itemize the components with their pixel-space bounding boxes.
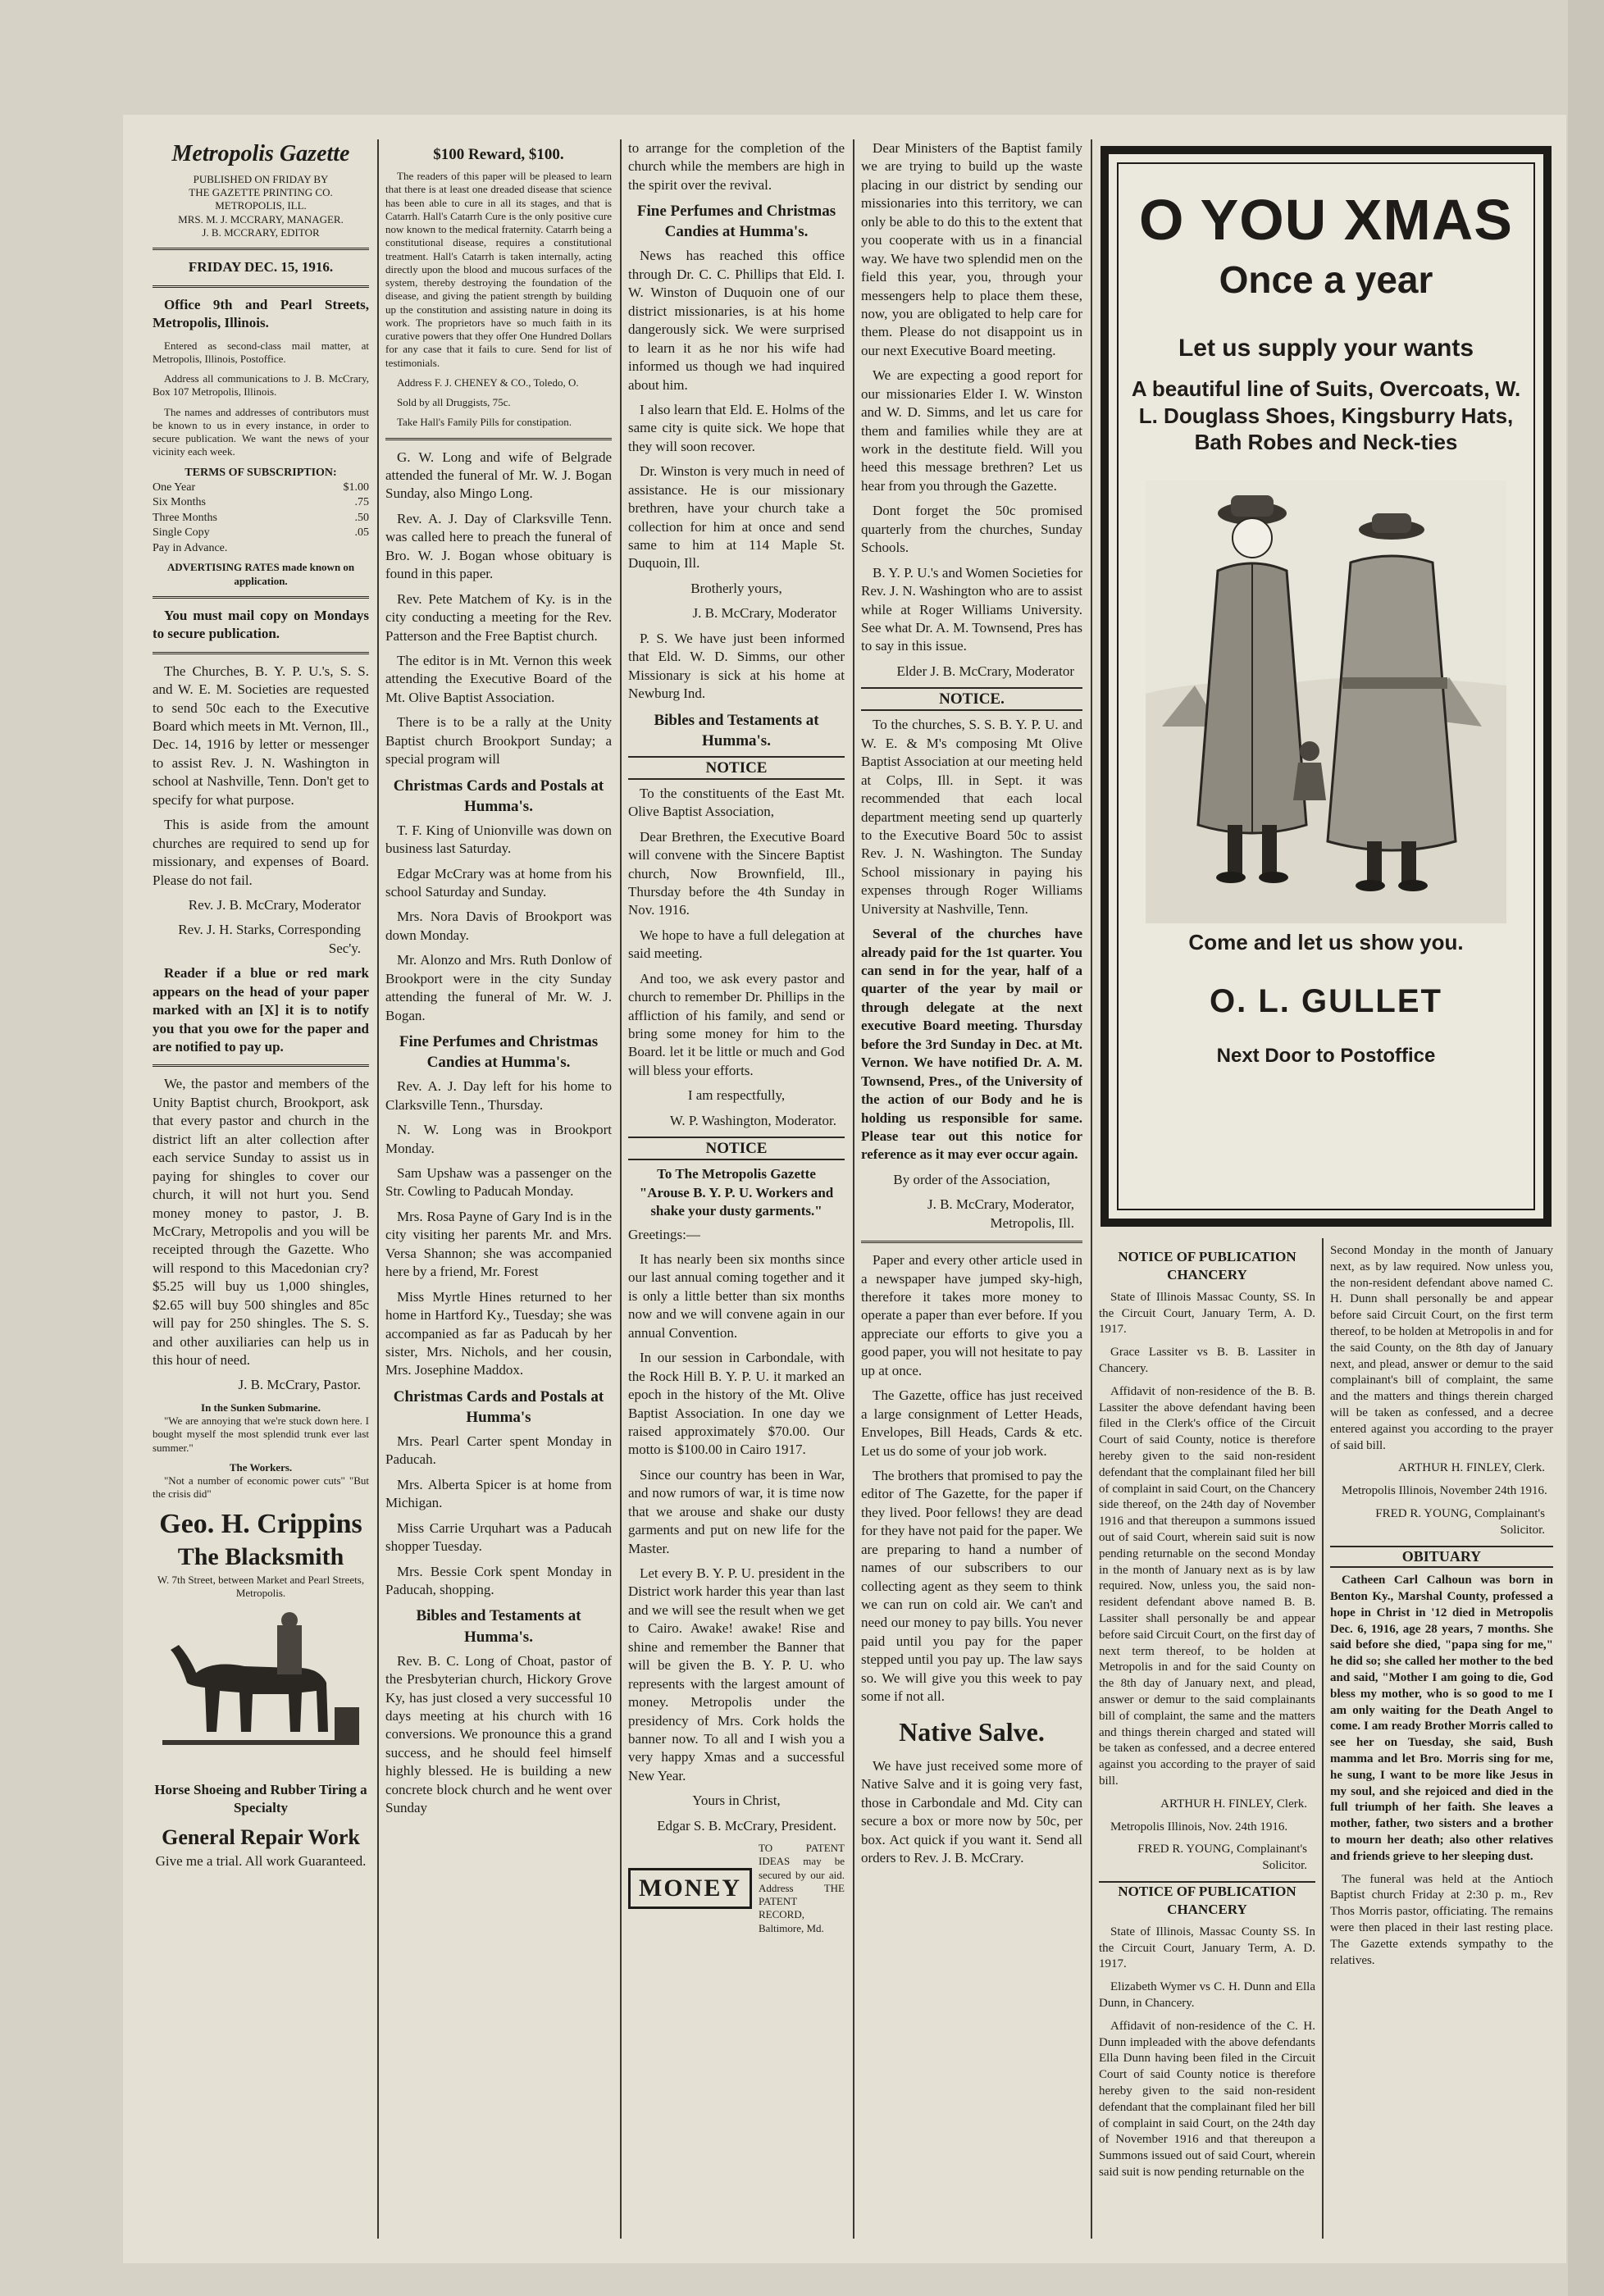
local-item: Mrs. Nora Davis of Brookport was down Monday. <box>385 909 612 943</box>
brothers-notice: The brothers that promised to pay the editor of The Gazette, for the paper if they lived. Poor fellows! they are dead for they have not paid for the paper. We are preparing to hand a number of names of our subscribers to our collecting agent as they seem to think we can run on cold air. We can't and need our money to pay bills. You never paid until you pay for the paper stepped until you pay up. The law says so. We will give you this week to pay some if not all. <box>861 1467 1082 1705</box>
letter-text: Since our country has been in War, and now rumors of war, it is time now that we arouse and shake our dusty garments and put on new life for the Master. <box>628 1466 845 1556</box>
local-item: Rev. Pete Matchem of Ky. is in the city conducting a meeting for the Rev. Patterson and the Free Baptist church. <box>385 590 612 644</box>
ad-description: A beautiful line of Suits, Overcoats, W. L. Douglass Shoes, Kingsburry Hats, Bath Robes and Neck-ties <box>1131 376 1521 454</box>
ad-supply: Let us supply your wants <box>1178 335 1474 362</box>
local-item: The editor is in Mt. Vernon this week attending the Executive Board of the Mt. Olive Baptist Association. <box>385 652 612 705</box>
local-item: G. W. Long and wife of Belgrade attended the funeral of Mr. W. J. Bogan Sunday, also Mingo Long. <box>385 449 612 502</box>
legal-text: State of Illinois Massac County, SS. In the Circuit Court, January Term, A. D. 1917. <box>1099 1290 1315 1337</box>
mail-copy-notice: You must mail copy on Mondays to secure publication. <box>153 607 369 642</box>
divider <box>153 1064 369 1067</box>
notice-to: To the constituents of the East Mt. Olive Baptist Association, <box>628 785 845 820</box>
ad-inner-border <box>1117 162 1535 1210</box>
divider <box>153 248 369 250</box>
publisher-line: METROPOLIS, ILL. <box>215 199 307 212</box>
ad-store-name: O. L. GULLET <box>1210 982 1442 1019</box>
signature: J. B. McCrary, Moderator <box>692 605 836 622</box>
local-item: Edgar McCrary was at home from his school Saturday and Sunday. <box>385 865 612 900</box>
legal-text: Affidavit of non-residence of the B. B. Lassiter the above defendant having been filed in the Clerk's office of the Circuit Court of said County, notice is therefore hereby given to the said non-resident defendant that the complainant filed her bill of complaint in said Court, on the Chancery side thereof, on the 24th day of November 1916 and that thereupon a summons issued out of said Court, wherein said suit is now pending returnable on the second Monday in the month of January next as is by law required. Now, unless you, the said non-resident defendant above named B. B. Lassiter shall personally be and appear before said Circuit Court, on the first day of next term thereof, to be holden at Metropolis in and for the said County on the 8th day of January next, and plead, answer or demur to the said complainants bill of complaint, the same and the matters and things therein charged and stated will be taken as confessed, and a decree entered against you according to the prayer of said bill. <box>1099 1384 1315 1788</box>
divider <box>153 596 369 599</box>
joke-text: "We are annoying that we're stuck down here. I bought myself the most splendid trunk ever last summer." <box>153 1414 369 1454</box>
local-item: Miss Carrie Urquhart was a Paducah shopper Tuesday. <box>385 1519 612 1555</box>
letter-text: Dear Ministers of the Baptist family we are trying to build up the waste placing in our district by sending our missionaries into this territory, we can only be able to do this to the extent that you cooperate with us in a financial way. We have two splendid men on the field this year, you, through your messengers help to place them these, now, you are obligated to help care for them. Please do not disappoint us in our next Executive Board meeting. <box>861 140 1082 358</box>
local-item: There is to be a rally at the Unity Baptist church Brookport Sunday; a special program will <box>385 714 612 768</box>
letter-headline: "Arouse B. Y. P. U. Workers and shake your dusty garments." <box>639 1184 834 1219</box>
signature: J. B. McCrary, Pastor. <box>238 1377 361 1393</box>
greeting: Greetings:— <box>628 1226 700 1242</box>
ad-subtitle: Once a year <box>1219 258 1433 301</box>
column-rule <box>853 139 854 2239</box>
news-item: P. S. We have just been informed that Eld. W. D. Simms, our other Missionary is sick at his home at Newburg Ind. <box>628 630 845 702</box>
letter-text: In our session in Carbondale, with the Rock Hill B. Y. P. U. it marked an epoch in the history of the Mt. Olive Baptist Association. In one day we raised approximately $70.00. Our motto is $100.00 in Cairo 1917. <box>628 1350 845 1458</box>
signature: Edgar S. B. McCrary, President. <box>657 1817 836 1834</box>
column-rule <box>377 139 379 2239</box>
terms-title: TERMS OF SUBSCRIPTION: <box>185 466 337 479</box>
terms-row: Three Months .50 <box>153 511 369 524</box>
gullet-ad <box>1100 146 1552 1227</box>
divider <box>153 652 369 654</box>
patent-ad <box>628 1842 845 1935</box>
notice-text: Dear Brethren, the Executive Board will convene with the Sincere Baptist church, Now Brownfield, Ill., Thursday before the 4th Sunday in Nov. 1916. <box>628 828 845 918</box>
signature: J. B. McCrary, Moderator, Metropolis, Ill. <box>927 1196 1074 1231</box>
closing: I am respectfully, <box>687 1087 786 1104</box>
churches-notice: The Churches, B. Y. P. U.'s, S. S. and W. E. M. Societies are requested to send 50c each to the Executive Board which meets in Mt. Vernon, Ill., Dec. 14, 1916 by letter or messenger to assist Rev. J. N. Washington in school at Nashville, Tenn. Don't get to specify for what purpose. <box>153 663 369 808</box>
closing: Brotherly yours, <box>690 580 782 596</box>
local-item: Sam Upshaw was a passenger on the Str. Cowling to Paducah Monday. <box>385 1165 612 1200</box>
obituary-heading: OBITUARY <box>1330 1546 1553 1569</box>
signature: Rev. J. H. Starks, Corresponding Sec'y. <box>178 922 361 956</box>
local-item: Rev. B. C. Long of Choat, pastor of the Presbyterian church, Hickory Grove Ky, has just closed a very successful 10 days meeting at his church with 16 conversions. We pronounce this a grand success, and he should feel himself highly blessed. He is building a new concrete block church and he went over Sunday <box>385 1652 612 1816</box>
unity-church-appeal: We, the pastor and members of the Unity Baptist church, Brookport, ask that every pastor and church in the district lift an alter collection after each service Sunday to assist us in paying for shingles to cover our church, it will not hurt you. Send money money to pastor, J. B. McCrary, Metropolis and you will be receipted through the Gazette. Who will respond to this Macedonian cry? $5.25 will buy us 1,000 shingles, $2.65 will buy 500 shingles and 85c will pay for 250 shingles. The S. S. and other auxiliaries can help us in this hour of need. <box>153 1076 369 1369</box>
local-item: Mr. Alonzo and Mrs. Ruth Donlow of Brookport were in the city Sunday attending the funeral of Mr. W. J. Bogan. <box>385 952 612 1023</box>
column-rule <box>620 139 622 2239</box>
legal-text: Elizabeth Wymer vs C. H. Dunn and Ella Dunn, in Chancery. <box>1099 1980 1315 2011</box>
legal-text: Affidavit of non-residence of the C. H. Dunn impleaded with the above defendants Ella Dunn having been filed in the Circuit Court of said County notice is therefore hereby given to the said non-resident defendant that the complainant filed her bill of complaint in said Court, on the 24th day of November 1916 and that thereupon a Summons issued out of said Court, wherein said suit is now pending returnable on the <box>1099 2019 1315 2179</box>
publisher-line: THE GAZETTE PRINTING CO. <box>189 186 333 199</box>
patent-text: TO PATENT IDEAS may be secured by our aid. Address THE PATENT RECORD, Baltimore, Md. <box>759 1842 845 1934</box>
legal-date: Metropolis Illinois, November 24th 1916. <box>1342 1484 1547 1498</box>
cards-heading: Christmas Cards and Postals at Humma's. <box>393 777 604 815</box>
notice-text: We hope to have a full delegation at said meeting. <box>628 927 845 962</box>
column-rule <box>1091 139 1092 2239</box>
terms-row: One Year $1.00 <box>153 481 369 494</box>
horse-shoeing-illustration <box>154 1609 367 1773</box>
reward-heading: $100 Reward, $100. <box>433 146 564 163</box>
paper-notice: Paper and every other article used in a newspaper have jumped sky-high, therefore it takes more money to operate a paper than ever before. If you appreciate our efforts to give you a good paper, you will not hesitate to pay up at once. <box>861 1252 1082 1378</box>
news-item: News has reached this office through Dr. C. C. Phillips that Eld. I. W. Winston of Duquoin one of our district missionaries, is at his home dangerously sick. We were surprised to learn it as he nor his wife had informed us though we had inquired about him. <box>628 248 845 393</box>
legal-text: State of Illinois, Massac County SS. In the Circuit Court, January Term, A. D. 1917. <box>1099 1925 1315 1971</box>
reward-text: The readers of this paper will be pleased to learn that there is at least one dreaded disease that science has been able to cure in all its stages, and that is Catarrh. Hall's Catarrh Cure is the only positive cure now known to the medical fraternity. Catarrh being a constitutional disease, requires a constitutional treatment. Hall's Catarrh is taken internally, acting directly upon the blood and mucous surfaces of the system, thereby destroying the foundation of the disease, and giving the patient strength by building up the constitution and assisting nature in doing its work. The proprietors have so much faith in its curative powers that they offer One Hundred Dollars for any case that it fails to cure. Send for list of testimonials. <box>385 170 612 369</box>
ad-repair: General Repair Work <box>162 1825 360 1850</box>
ad-location: Next Door to Postoffice <box>1216 1044 1436 1067</box>
entered-notice: Entered as second-class mail matter, at Metropolis, Illinois, Postoffice. <box>153 339 369 365</box>
signature: FRED R. YOUNG, Complainant's Solicitor. <box>1375 1506 1545 1537</box>
local-item: N. W. Long was in Brookport Monday. <box>385 1122 612 1156</box>
perfumes-heading: Fine Perfumes and Christmas Candies at Humma's. <box>399 1033 599 1072</box>
ad-address: W. 7th Street, between Market and Pearl Streets, Metropolis. <box>157 1574 365 1600</box>
joke-heading: In the Sunken Submarine. <box>201 1401 321 1414</box>
closing: By order of the Association, <box>893 1171 1050 1187</box>
column-3 <box>628 139 845 2239</box>
notice-heading: NOTICE. <box>861 687 1082 711</box>
legal-date: Metropolis Illinois, Nov. 24th 1916. <box>1110 1820 1288 1834</box>
signature: Elder J. B. McCrary, Moderator <box>896 663 1074 679</box>
publisher-line: MRS. M. J. MCCRARY, MANAGER. <box>178 212 344 226</box>
bibles-heading: Bibles and Testaments at Humma's. <box>416 1607 581 1646</box>
terms-row: Pay in Advance. <box>153 541 228 554</box>
signature: ARTHUR H. FINLEY, Clerk. <box>1160 1797 1307 1811</box>
address-notice: Address all communications to J. B. McCrary, Box 107 Metropolis, Illinois. <box>153 372 369 399</box>
aside-notice: This is aside from the amount churches are required to send up for missionary, and expenses of Board. Please do not fail. <box>153 817 369 888</box>
column-6 <box>1330 1243 1553 2235</box>
reward-sold: Sold by all Druggists, 75c. <box>397 396 511 409</box>
reader-notice: Reader if a blue or red mark appears on the head of your paper marked with an [X] it is to notify you that you owe for the paper and are notified to pay up. <box>153 965 369 1055</box>
ad-shoeing: Horse Shoeing and Rubber Tiring a Specialty <box>154 1781 367 1815</box>
signature: Rev. J. B. McCrary, Moderator <box>188 896 361 913</box>
perfumes-heading: Fine Perfumes and Christmas Candies at Humma's. <box>636 203 836 241</box>
notice-text: Several of the churches have already paid for the 1st quarter. You can send in for the year, half of a quarter of the year by mail or through delegate at the next executive Board meeting. Thursday before the 3rd Sunday in Dec. at Mt. Vernon. We have notified Dr. A. M. Townsend, Pres., of the University of the action of our Body and he is holding us responsible for same. Please tear out this notice for reference as it may ever occur again. <box>861 926 1082 1163</box>
ad-title: O YOU XMAS <box>1138 188 1513 252</box>
terms-table <box>153 481 369 556</box>
news-item: Dr. Winston is very much in need of assistance. He is our missionary brethren, have your church take a collection for him at once and send same to him at 114 Maple St. Duquoin, Ill. <box>628 463 845 572</box>
legal-text: Second Monday in the month of January next, as by law required. Now unless you, the non-resident defendant above named C. H. Dunn shall personally be and appear before said Circuit Court, on the first term thereof, to be holden at Metropolis in and for the said County, on the 8th day of January next, and plead, answer or demur to the said complainant's bill of complaint, the same and the matters and things therein charged will be taken as confessed, and a decree entered against you according to the prayer of said bill. <box>1330 1244 1553 1452</box>
masthead: Metropolis Gazette <box>171 141 350 166</box>
column-2 <box>385 139 612 2239</box>
news-item: I also learn that Eld. E. Holms of the same city is quite sick. We hope that they will soon recover. <box>628 401 845 454</box>
publisher-line: J. B. MCCRARY, EDITOR <box>202 226 320 239</box>
signature: ARTHUR H. FINLEY, Clerk. <box>1398 1461 1545 1475</box>
letter-address: To The Metropolis Gazette <box>657 1166 816 1182</box>
letter-text: It has nearly been six months since our last annual coming together and it is only a little better than six months now and we will convene again in our annual Convention. <box>628 1251 845 1341</box>
ad-trial: Give me a trial. All work Guaranteed. <box>155 1852 367 1869</box>
contributors-notice: The names and addresses of contributors must be known to us in every instance, in order to secure publication. We want the news of your vicinity each week. <box>153 405 369 458</box>
divider <box>385 438 612 440</box>
local-item: Rev. A. J. Day left for his home to Clarksville Tenn., Thursday. <box>385 1078 612 1113</box>
money-word: MONEY <box>628 1868 752 1909</box>
divider <box>861 1241 1082 1243</box>
local-item: Mrs. Alberta Spicer is at home from Michigan. <box>385 1476 612 1511</box>
letter-text: Dont forget the 50c promised quarterly from the churches, Sunday Schools. <box>861 503 1082 556</box>
closing: Yours in Christ, <box>692 1793 781 1809</box>
joke-heading: The Workers. <box>229 1460 293 1474</box>
column-4 <box>861 139 1082 2239</box>
reward-pills: Take Hall's Family Pills for constipation. <box>397 416 572 429</box>
column-5 <box>1099 1243 1315 2235</box>
signature: W. P. Washington, Moderator. <box>669 1112 836 1128</box>
local-item: Mrs. Pearl Carter spent Monday in Paducah. <box>385 1433 612 1468</box>
notice-text: And too, we ask every pastor and church to remember Dr. Phillips in the affliction of his family, and send or bring some money for him to the Board. let it be little or much and God will bless your efforts. <box>628 970 845 1078</box>
funeral-text: The funeral was held at the Antioch Baptist church Friday at 2:30 p. m., Rev Thos Morris pastor, officiating. The remains were then placed in their last resting place. The Gazette extends sympathy to the relatives. <box>1330 1872 1553 1967</box>
divider <box>153 285 369 288</box>
cards-heading: Christmas Cards and Postals at Humma's <box>393 1387 604 1426</box>
local-item: Mrs. Bessie Cork spent Monday in Paducah, shopping. <box>385 1563 612 1598</box>
letter-text: B. Y. P. U.'s and Women Societies for Rev. J. N. Washington who are to assist while at Roger Williams University. See what Dr. A. M. Townsend, Pres has to say in this issue. <box>861 564 1082 654</box>
publication-notice-heading: NOTICE OF PUBLICATION CHANCERY <box>1118 1249 1296 1283</box>
issue-date: FRIDAY DEC. 15, 1916. <box>188 259 334 276</box>
letter-text: We are expecting a good report for our missionaries Elder I. W. Winston and W. D. Simms, and let us care for them and families while they are at work in the destitute field. Will you heed this message brethren? Let us hear from you through the Gazette. <box>861 367 1082 494</box>
obituary-text: Catheen Carl Calhoun was born in Benton Ky., Marshal County, professed a hope in Christ in '12 died in Metropolis Dec. 6, 1916, age 28 years, 7 months. She said before she died, "papa sing for me," he did so; she called her mother to the bed and said, "Mother I am going to die, God bless my mother, who is so good to me I am only waiting for the Death Angel to come. I am ready Brother Morris called to see her on Tuesday, she said, Bush mamma and let Bro. Morris sing for me, he sung, I want to be more like Jesus in my soul, and she rejoiced and died in the full triumph of her faith. She leaves a mother, father, two sisters and a brother to mourn her death; also other relatives and friends grieve to her sleeping dust. <box>1330 1574 1553 1863</box>
notice-text: To the churches, S. S. B. Y. P. U. and W. E. & M's composing Mt Olive Baptist Association at our meeting held at Colps, Ill. in Sept. it was recommended that each local department meeting send up quarterly to the Executive Board 50c to assist Rev. J. N. Washington. The Sunday School missionary in paying his expenses through Roger Williams University at Nashville, Tenn. <box>861 717 1082 917</box>
gazette-notice: The Gazette, office has just received a large consignment of Letter Heads, Envelopes, Bill Heads, Cards & etc. Let us do some of your job work. <box>861 1387 1082 1459</box>
office-address: Office 9th and Pearl Streets, Metropolis, Illinois. <box>153 296 369 331</box>
local-item: Miss Myrtle Hines returned to her home in Hartford Ky., Tuesday; she was accompanied as far as Paducah by her sister, Mrs. Nichols, and her cousin, Mrs. Josephine Maddox. <box>385 1288 612 1378</box>
publication-notice-heading: NOTICE OF PUBLICATION CHANCERY <box>1099 1881 1315 1920</box>
terms-row: Six Months .75 <box>153 496 369 509</box>
reward-address: Address F. J. CHENEY & CO., Toledo, O. <box>397 376 579 389</box>
notice-heading: NOTICE <box>628 1137 845 1160</box>
crippins-ad <box>153 1508 369 1871</box>
continued-text: to arrange for the completion of the church while the members are high in the spirit over the revival. <box>628 140 845 193</box>
publisher-line: PUBLISHED ON FRIDAY BY <box>193 172 329 185</box>
bibles-heading: Bibles and Testaments at Humma's. <box>654 711 819 749</box>
column-1 <box>153 139 369 2239</box>
letter-text: Let every B. Y. P. U. president in the District work harder this year than last and we will see the result when we get to Cairo. Awake! awake! Rise and shine and remember the Banner that will be given the B. Y. P. U. who represents with the largest amount of money. Metropolis under the presidency of Mrs. Cork holds the banner now. To all and I wish you a very happy Xmas and a successful New Year. <box>628 1565 845 1784</box>
ad-come: Come and let us show you. <box>1188 929 1464 954</box>
page-edge <box>1568 0 1604 2296</box>
legal-text: Grace Lassiter vs B. B. Lassiter in Chancery. <box>1099 1346 1315 1376</box>
native-salve-heading: Native Salve. <box>899 1716 1045 1747</box>
native-salve-text: We have just received some more of Native Salve and it is going very fast, those in Carbondale and Md. City can secure a box or more now by 50c, per box. Act quick if you want it. Send all orders to Rev. J. B. McCrary. <box>861 1757 1082 1866</box>
local-item: Mrs. Rosa Payne of Gary Ind is in the city visiting her parents Mr. and Mrs. Versa Shannon; she was accompanied here by a friend, Mr. Forest <box>385 1208 612 1280</box>
ad-trade: The Blacksmith <box>177 1543 344 1571</box>
joke-text: "Not a number of economic power cuts" "But the crisis did" <box>153 1474 369 1501</box>
signature: FRED R. YOUNG, Complainant's Solicitor. <box>1137 1843 1307 1873</box>
column-rule <box>1322 1238 1324 2239</box>
terms-row: Single Copy .05 <box>153 526 369 540</box>
advertising-rates: ADVERTISING RATES made known on application. <box>166 561 355 587</box>
local-item: Rev. A. J. Day of Clarksville Tenn. was called here to preach the funeral of Bro. W. J. Bogan whose obituary is found in this paper. <box>385 510 612 582</box>
ad-name: Geo. H. Crippins <box>159 1508 362 1539</box>
local-item: T. F. King of Unionville was down on business last Saturday. <box>385 822 612 857</box>
notice-heading: NOTICE <box>628 756 845 780</box>
